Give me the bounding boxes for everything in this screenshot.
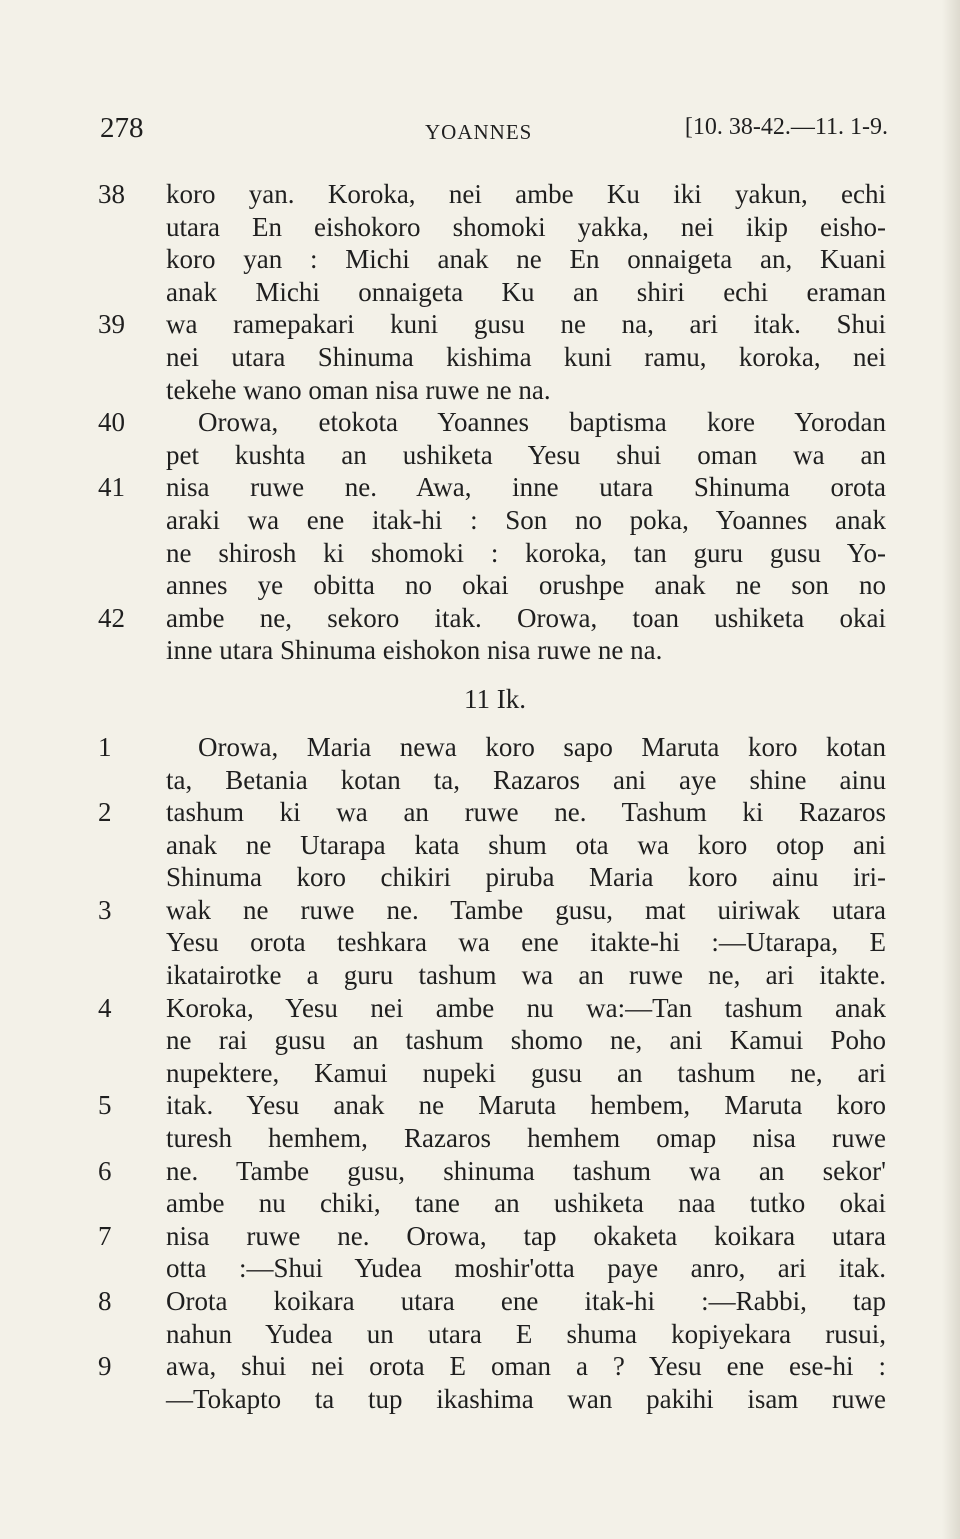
verse-number: 1	[98, 731, 112, 762]
line-text: tashum ki wa an ruwe ne. Tashum ki Razaros	[166, 797, 886, 828]
text-line	[0, 471, 960, 504]
text-line	[0, 1285, 960, 1318]
line-text: ta, Betania kotan ta, Razaros ani aye shine ainu	[166, 764, 886, 795]
text-line	[0, 634, 960, 667]
line-text: koro yan : Michi anak ne En onnaigeta an, Kuani	[166, 244, 886, 275]
text-line	[0, 992, 960, 1025]
text-line	[0, 602, 960, 635]
text-line	[0, 1350, 960, 1383]
text-line	[0, 406, 960, 439]
verse-number: 2	[98, 797, 112, 828]
line-text: turesh hemhem, Razaros hemhem omap nisa ruwe	[166, 1123, 886, 1154]
line-text: ne shirosh ki shomoki : koroka, tan guru gusu Yo-	[166, 537, 886, 568]
line-text: pet kushta an ushiketa Yesu shui oman wa an	[166, 439, 886, 470]
verse-number: 5	[98, 1090, 112, 1121]
line-text: itak. Yesu anak ne Maruta hembem, Maruta koro	[166, 1090, 886, 1121]
line-text: Orowa, Maria newa koro sapo Maruta koro kotan	[198, 731, 886, 762]
verse-number: 38	[98, 179, 125, 209]
line-text: inne utara Shinuma eishokon nisa ruwe ne na.	[166, 635, 663, 666]
chapter-heading: 11 Ik.	[464, 683, 526, 714]
text-line	[0, 1187, 960, 1220]
text-line	[0, 439, 960, 472]
text-line	[0, 1057, 960, 1090]
line-text: wa ramepakari kuni gusu ne na, ari itak. Shui	[166, 309, 886, 340]
line-text: nahun Yudea un utara E shuma kopiyekara rusui,	[166, 1318, 886, 1349]
line-text: anak ne Utarapa kata shum ota wa koro otop ani	[166, 829, 886, 860]
text-line	[0, 959, 960, 992]
text-line	[0, 764, 960, 797]
text-line	[0, 861, 960, 894]
line-text: nisa ruwe ne. Orowa, tap okaketa koikara utara	[166, 1220, 886, 1251]
text-line	[0, 537, 960, 570]
text-line	[0, 1089, 960, 1122]
text-line	[0, 1155, 960, 1188]
text-line	[0, 894, 960, 927]
text-line	[0, 374, 960, 407]
chapter-verse-reference: [10. 38-42.—11. 1-9.	[684, 114, 888, 140]
line-text: tekehe wano oman nisa ruwe ne na.	[166, 374, 551, 405]
text-line	[0, 796, 960, 829]
line-text: nei utara Shinuma kishima kuni ramu, koroka, nei	[166, 341, 886, 372]
chapter-11-text	[0, 731, 960, 1415]
line-text: nupektere, Kamui nupeki gusu an tashum ne, ari	[166, 1057, 886, 1088]
line-text: otta :—Shui Yudea moshir'otta paye anro, ari itak.	[166, 1253, 886, 1284]
text-line	[0, 504, 960, 537]
line-text: utara En eishokoro shomoki yakka, nei ikip eisho-	[166, 211, 886, 242]
text-line	[0, 341, 960, 374]
line-text: ikatairotke a guru tashum wa an ruwe ne, ari itakte.	[166, 960, 886, 991]
line-text: araki wa ene itak-hi : Son no poka, Yoannes anak	[166, 504, 886, 535]
text-line	[0, 829, 960, 862]
text-line	[0, 276, 960, 309]
text-line	[0, 308, 960, 341]
line-text: Orowa, etokota Yoannes baptisma kore Yorodan	[198, 407, 886, 438]
line-text: anak Michi onnaigeta Ku an shiri echi eraman	[166, 276, 886, 307]
verse-number: 7	[98, 1220, 112, 1251]
line-text: Yesu orota teshkara wa ene itakte-hi :—Utarapa, E	[166, 927, 886, 958]
text-line	[0, 1024, 960, 1057]
verse-number: 39	[98, 309, 125, 340]
line-text: —Tokapto ta tup ikashima wan pakihi isam ruwe	[166, 1383, 886, 1414]
line-text: annes ye obitta no okai orushpe anak ne son no	[166, 570, 886, 601]
verse-number: 42	[98, 602, 125, 633]
verse-number: 40	[98, 407, 125, 438]
line-text: Orota koikara utara ene itak-hi :—Rabbi, tap	[166, 1286, 886, 1316]
body-text	[0, 178, 960, 1415]
line-text: ne. Tambe gusu, shinuma tashum wa an sekor'	[166, 1155, 886, 1186]
verse-number: 4	[98, 992, 112, 1023]
text-line	[0, 1383, 960, 1416]
page-number: 278	[100, 112, 144, 144]
verse-number: 41	[98, 472, 125, 503]
running-title: YOANNES	[425, 120, 533, 144]
text-line	[0, 926, 960, 959]
text-line	[0, 1122, 960, 1155]
page-header	[100, 112, 888, 152]
verse-number: 6	[98, 1155, 112, 1186]
line-text: koro yan. Koroka, nei ambe Ku iki yakun, echi	[166, 179, 886, 209]
text-line	[0, 1220, 960, 1253]
text-line	[0, 1252, 960, 1285]
text-line	[0, 1318, 960, 1351]
chapter-10-text	[0, 178, 960, 667]
line-text: nisa ruwe ne. Awa, inne utara Shinuma orota	[166, 472, 886, 503]
text-line	[0, 569, 960, 602]
line-text: Shinuma koro chikiri piruba Maria koro ainu iri-	[166, 862, 886, 893]
line-text: awa, shui nei orota E oman a ? Yesu ene ese-hi :	[166, 1351, 886, 1382]
verse-number: 3	[98, 894, 112, 925]
line-text: wak ne ruwe ne. Tambe gusu, mat uiriwak utara	[166, 894, 886, 925]
verse-number: 9	[98, 1351, 112, 1382]
verse-number: 8	[98, 1286, 112, 1316]
line-text: ambe ne, sekoro itak. Orowa, toan ushiketa okai	[166, 602, 886, 633]
text-line	[0, 211, 960, 244]
text-line	[0, 731, 960, 764]
line-text: Koroka, Yesu nei ambe nu wa:—Tan tashum anak	[166, 992, 886, 1023]
text-line	[0, 178, 960, 211]
line-text: ambe nu chiki, tane an ushiketa naa tutko okai	[166, 1188, 886, 1219]
text-line	[0, 243, 960, 276]
line-text: ne rai gusu an tashum shomo ne, ani Kamui Poho	[166, 1025, 886, 1056]
